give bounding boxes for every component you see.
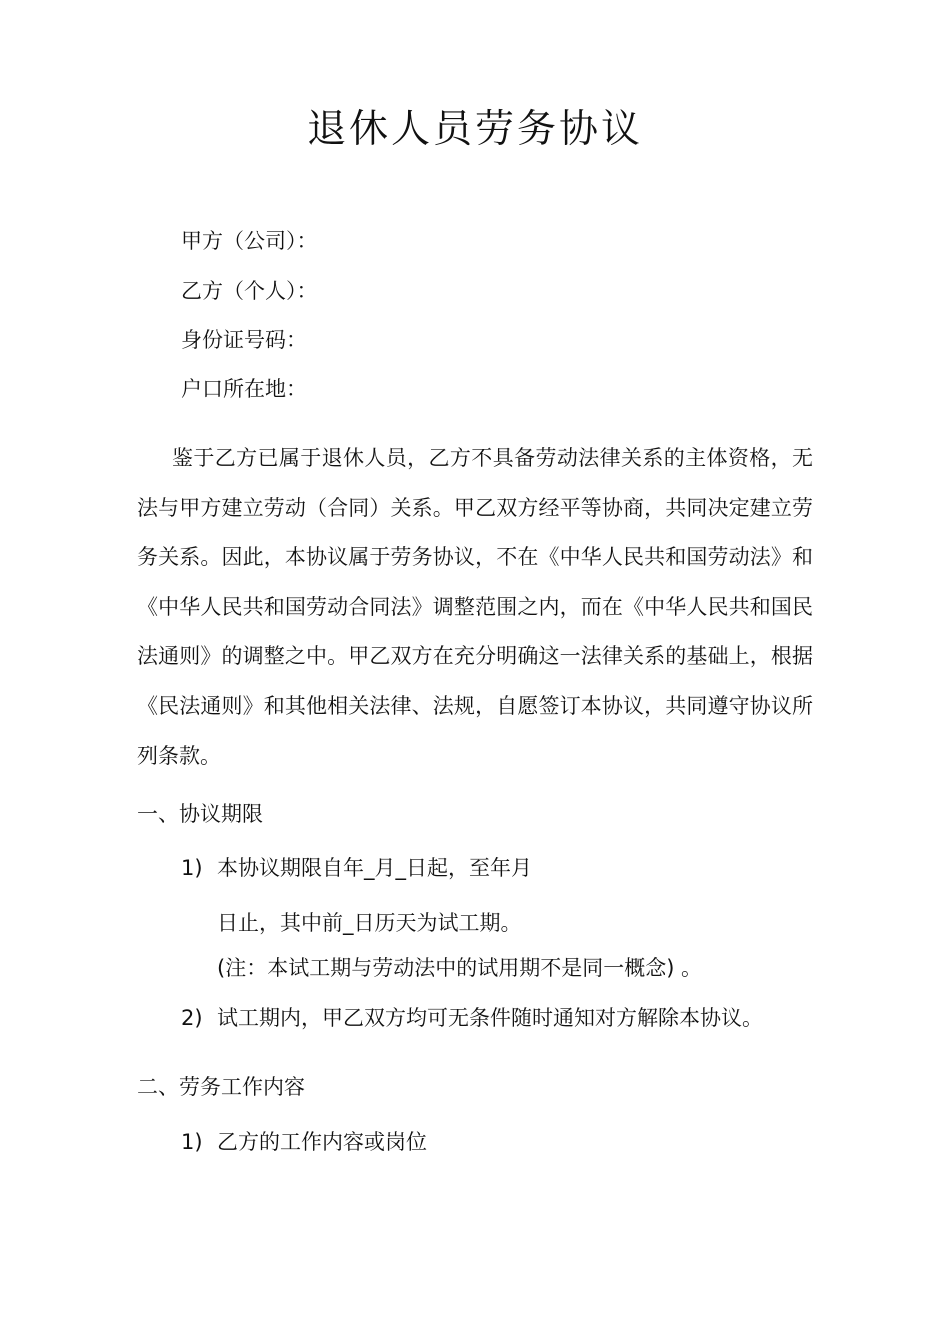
list-item [181,1003,763,1033]
item-number: 1) [181,1130,203,1154]
item-note: (注：本试工期与劳动法中的试用期不是同一概念) 。 [217,956,703,980]
item-continuation: 日止，其中前_日历天为试工期。 [217,911,522,935]
item-text: 本协议期限自年_月_日起，至年月 [217,856,532,880]
party-a-line: 甲方（公司）： [181,229,318,253]
section-heading: 二、劳务工作内容 [137,1075,305,1099]
hukou-line: 户口所在地： [181,377,307,401]
preamble-paragraph: 鉴于乙方已属于退休人员，乙方不具备劳动法律关系的主体资格，无法与甲方建立劳动（合同）关系。甲乙双方经平等协商，共同决定建立劳务关系。因此，本协议属于劳务协议，不在《中华人民共和国劳动法》和《中华人民共和国劳动合同法》调整范围之内，而在《中华人民共和国民法通则》的调整之中。甲乙双方在充分明确这一法律关系的基础上，根据《民法通则》和其他相关法律、法规，自愿签订本协议，共同遵守协议所列条款。 [137,446,813,768]
section-heading: 一、协议期限 [137,802,263,826]
item-text: 乙方的工作内容或岗位 [217,1130,427,1154]
item-number: 1) [181,856,203,880]
item-number: 2) [181,1006,203,1030]
list-item [181,853,532,883]
id-number-line: 身份证号码： [181,328,307,352]
item-text: 试工期内，甲乙双方均可无条件随时通知对方解除本协议。 [217,1006,763,1030]
party-b-line: 乙方（个人）： [181,279,318,303]
list-item [181,1127,427,1157]
document-title: 退休人员劳务协议 [306,107,643,152]
